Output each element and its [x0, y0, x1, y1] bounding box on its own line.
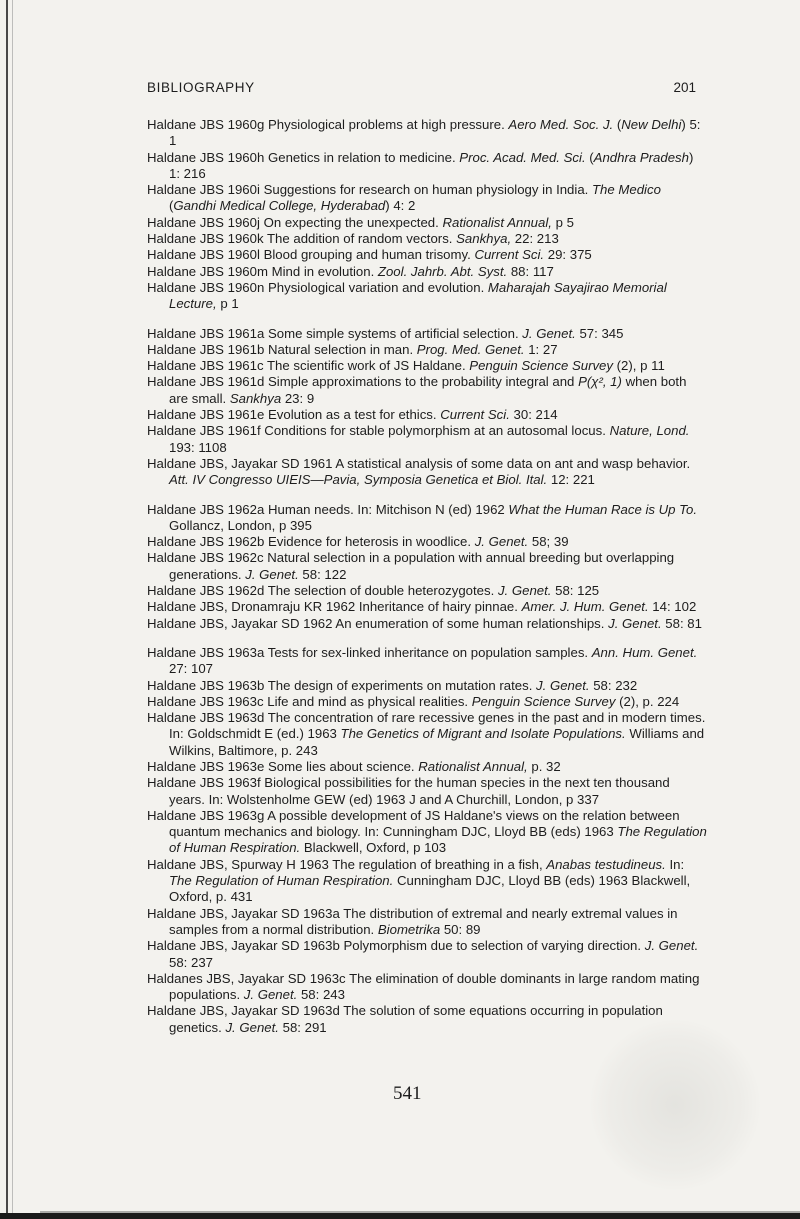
- reference-entry: [147, 502, 707, 535]
- reference-source: Penguin Science Survey: [469, 358, 613, 374]
- reference-source: Biometrika: [377, 921, 441, 937]
- reference-entry: [147, 645, 707, 678]
- reference-entry: [147, 342, 707, 358]
- reference-text: Haldane JBS 1960m Mind in evolution.: [147, 263, 378, 279]
- reference-place: Gandhi Medical College, Hyderabad: [173, 198, 386, 214]
- reference-source: The Regulation of Human Respiration.: [169, 824, 707, 856]
- reference-text: Haldane JBS 1960i Suggestions for research on human physiology in India.: [147, 182, 592, 198]
- page-number: 201: [673, 80, 696, 95]
- reference-detail: p 1: [216, 296, 239, 312]
- reference-text: Haldane JBS 1963d The concentration of rare recessive genes in the past and in modern times. In: Goldschmidt E (ed.) 1963: [147, 710, 706, 742]
- reference-detail: (: [169, 198, 174, 214]
- running-head: BIBLIOGRAPHY: [147, 80, 255, 95]
- reference-entry: [147, 583, 707, 599]
- reference-place: Andhra Pradesh: [593, 149, 689, 165]
- reference-entry: [147, 775, 707, 808]
- reference-place: New Delhi: [621, 117, 682, 132]
- reference-source: J. Genet.: [536, 677, 590, 693]
- reference-text: Haldane JBS 1962d The selection of double heterozygotes.: [147, 583, 498, 599]
- reference-entry: [147, 280, 707, 313]
- reference-source: J. Genet.: [608, 615, 662, 631]
- reference-entry: [147, 247, 707, 263]
- reference-text: Haldane JBS 1960l Blood grouping and human trisomy.: [147, 247, 475, 263]
- reference-source: Current Sci.: [440, 407, 510, 423]
- reference-detail: 58: 291: [278, 1019, 327, 1035]
- reference-source: J. Genet.: [245, 566, 299, 582]
- reference-text: Haldane JBS 1960h Genetics in relation to medicine.: [147, 149, 460, 165]
- reference-detail: 50: 89: [440, 921, 481, 937]
- reference-entry: [147, 808, 707, 857]
- reference-detail: p. 32: [527, 758, 561, 774]
- reference-end: ) 4: 2: [385, 198, 416, 214]
- reference-text: Haldane JBS 1961c The scientific work of JS Haldane.: [147, 358, 470, 374]
- reference-detail: 30: 214: [509, 407, 558, 423]
- reference-text: Haldane JBS 1963g A possible development of JS Haldane's views on the relation between quantum mechanics and biology. In: Cunningham DJC, Lloyd BB (eds) 1963: [147, 807, 680, 840]
- reference-detail: (: [585, 149, 594, 165]
- reference-detail: 88: 117: [507, 263, 554, 279]
- reference-detail: p 5: [551, 214, 574, 230]
- reference-entry: [147, 971, 707, 1004]
- reference-detail: 1: 27: [524, 341, 558, 357]
- reference-text: Haldane JBS 1961f Conditions for stable polymorphism at an autosomal locus.: [147, 423, 610, 439]
- reference-source: J. Genet.: [497, 583, 552, 599]
- reference-text: Haldane JBS, Jayakar SD 1963b Polymorphism due to selection of varying direction.: [147, 938, 645, 954]
- reference-text: Haldane JBS 1961b Natural selection in man.: [147, 341, 417, 357]
- reference-entry: [147, 857, 707, 906]
- reference-source: J. Genet.: [474, 534, 529, 550]
- reference-detail: (2), p 11: [612, 358, 665, 374]
- reference-detail: Blackwell, Oxford, p 103: [300, 840, 447, 856]
- reference-detail: 12: 221: [547, 472, 595, 488]
- reference-text: Haldanes JBS, Jayakar SD 1963c The elimination of double dominants in large random mating populations.: [147, 970, 700, 1003]
- reference-source: The Genetics of Migrant and Isolate Populations.: [340, 726, 626, 742]
- reference-end: ) 5: 1: [169, 117, 701, 149]
- reference-source: Zool. Jahrb. Abt. Syst.: [377, 263, 508, 279]
- reference-source: Att. IV Congresso UIEIS—Pavia, Symposia Genetica et Biol. Ital.: [169, 472, 548, 488]
- reference-source: Ann. Hum. Genet.: [591, 644, 698, 660]
- reference-text: Haldane JBS 1961e Evolution as a test for ethics.: [147, 407, 441, 423]
- reference-entry: [147, 326, 707, 342]
- reference-source: Amer. J. Hum. Genet.: [521, 599, 649, 615]
- binding-edge-shadow: [12, 0, 13, 1219]
- reference-source: J. Genet.: [243, 987, 298, 1003]
- reference-text: Haldane JBS 1961a Some simple systems of artificial selection.: [147, 325, 523, 341]
- reference-source: The Medico: [592, 182, 661, 198]
- reference-end: Cunningham DJC, Lloyd BB (eds) 1963 Blackwell, Oxford, p. 431: [169, 873, 691, 905]
- reference-entry: [147, 264, 707, 280]
- reference-text: Haldane JBS 1962c Natural selection in a population with annual breeding but overlapping generations.: [147, 550, 675, 582]
- reference-list: [147, 117, 707, 1036]
- reference-entry: [147, 906, 707, 939]
- reference-detail: 58: 122: [298, 566, 347, 582]
- reference-place: Sankhya: [229, 390, 282, 406]
- reference-source: J. Genet.: [522, 325, 576, 341]
- reference-source: J. Genet.: [644, 938, 699, 954]
- reference-source: Proc. Acad. Med. Sci.: [459, 149, 586, 165]
- reference-text: Haldane JBS 1961d Simple approximations to the probability integral and: [147, 374, 579, 390]
- reference-entry: [147, 616, 707, 632]
- reference-detail: 29: 375: [544, 247, 592, 263]
- reference-text: Haldane JBS, Dronamraju KR 1962 Inheritance of hairy pinnae.: [147, 599, 522, 615]
- binding-edge: [6, 0, 8, 1219]
- reference-text: Haldane JBS, Jayakar SD 1963d The solution of some equations occurring in population genetics.: [147, 1003, 663, 1035]
- reference-detail: 193: 1108: [169, 439, 227, 455]
- reference-entry: [147, 938, 707, 971]
- reference-text: Haldane JBS 1963b The design of experiments on mutation rates.: [147, 677, 537, 693]
- reference-source: J. Genet.: [225, 1019, 279, 1035]
- reference-detail: 58: 237: [169, 954, 213, 970]
- reference-source: Prog. Med. Genet.: [416, 341, 525, 357]
- reference-detail: 58; 39: [528, 534, 569, 550]
- reference-source: Rationalist Annual,: [418, 758, 528, 774]
- reference-text: Haldane JBS, Jayakar SD 1962 An enumeration of some human relationships.: [147, 615, 609, 631]
- reference-entry: [147, 710, 707, 759]
- page-header: [147, 80, 696, 100]
- reference-entry: [147, 1003, 707, 1036]
- reference-entry: [147, 374, 707, 407]
- reference-entry: [147, 358, 707, 374]
- reference-text: Haldane JBS 1963f Biological possibilities for the human species in the next ten thousand years. In: Wolstenholme GEW (ed) 1963 J and A Churchill, London, p 337: [147, 775, 670, 807]
- reference-detail: 22: 213: [511, 231, 559, 247]
- reference-detail: when both are small.: [169, 374, 687, 406]
- library-stamp: [590, 1020, 760, 1190]
- reference-detail: 14: 102: [648, 599, 697, 615]
- reference-text: Haldane JBS 1962b Evidence for heterosis in woodlice.: [147, 534, 475, 550]
- reference-text: Haldane JBS 1962a Human needs. In: Mitchison N (ed) 1962: [147, 501, 509, 517]
- reference-detail: Gollancz, London, p 395: [169, 517, 312, 533]
- reference-source: P(χ², 1): [578, 374, 622, 390]
- reference-detail: 58: 125: [551, 583, 600, 599]
- reference-text: Haldane JBS 1963c Life and mind as physical realities.: [147, 693, 472, 709]
- reference-text: Haldane JBS, Jayakar SD 1961 A statistical analysis of some data on ant and wasp behavior.: [147, 455, 691, 471]
- reference-detail: (: [613, 117, 622, 132]
- reference-end: 23: 9: [281, 390, 315, 406]
- reference-end: ) 1: 216: [169, 149, 694, 181]
- reference-source: Anabas testudineus.: [546, 856, 666, 872]
- scan-edge-band: [0, 1213, 800, 1219]
- reference-detail: 27: 107: [169, 661, 213, 677]
- reference-text: Haldane JBS 1960n Physiological variation and evolution.: [147, 279, 488, 295]
- reference-text: Haldane JBS 1960j On expecting the unexpected.: [147, 214, 443, 230]
- reference-detail: 58: 232: [589, 677, 638, 693]
- reference-entry: [147, 678, 707, 694]
- reference-entry: [147, 550, 707, 583]
- reference-entry: [147, 423, 707, 456]
- reference-detail: 57: 345: [575, 325, 624, 341]
- reference-text: Haldane JBS 1963e Some lies about science.: [147, 758, 419, 774]
- reference-detail: 58: 81: [661, 615, 702, 631]
- reference-entry: [147, 150, 707, 183]
- reference-place: The Regulation of Human Respiration.: [169, 873, 394, 889]
- reference-source: Aero Med. Soc. J.: [508, 117, 614, 132]
- reference-text: Haldane JBS 1960k The addition of random vectors.: [147, 231, 457, 247]
- reference-source: What the Human Race is Up To.: [508, 501, 698, 517]
- reference-entry: [147, 534, 707, 550]
- reference-detail: (2), p. 224: [615, 693, 680, 709]
- reference-entry: [147, 215, 707, 231]
- reference-source: Maharajah Sayajirao Memorial Lecture,: [169, 279, 667, 312]
- reference-source: Rationalist Annual,: [442, 214, 552, 230]
- reference-entry: [147, 231, 707, 247]
- reference-source: Current Sci.: [474, 247, 545, 263]
- reference-entry: [147, 456, 707, 489]
- reference-text: Haldane JBS 1960g Physiological problems at high pressure.: [147, 117, 509, 132]
- reference-source: Sankhya,: [456, 231, 512, 247]
- folio-number: 541: [393, 1083, 422, 1104]
- reference-text: Haldane JBS, Jayakar SD 1963a The distribution of extremal and nearly extremal values in samples from a normal distribution.: [147, 905, 678, 937]
- reference-entry: [147, 694, 707, 710]
- reference-entry: [147, 599, 707, 615]
- reference-entry: [147, 407, 707, 423]
- reference-detail: 58: 243: [297, 987, 345, 1003]
- reference-entry: [147, 117, 707, 150]
- reference-detail: Williams and Wilkins, Baltimore, p. 243: [169, 726, 705, 758]
- reference-text: Haldane JBS 1963a Tests for sex-linked inheritance on population samples.: [147, 644, 592, 660]
- reference-entry: [147, 759, 707, 775]
- reference-source: Nature, Lond.: [609, 423, 690, 439]
- reference-source: Penguin Science Survey: [471, 693, 616, 709]
- reference-detail: In:: [665, 856, 685, 872]
- reference-text: Haldane JBS, Spurway H 1963 The regulation of breathing in a fish,: [147, 856, 547, 872]
- reference-entry: [147, 182, 707, 215]
